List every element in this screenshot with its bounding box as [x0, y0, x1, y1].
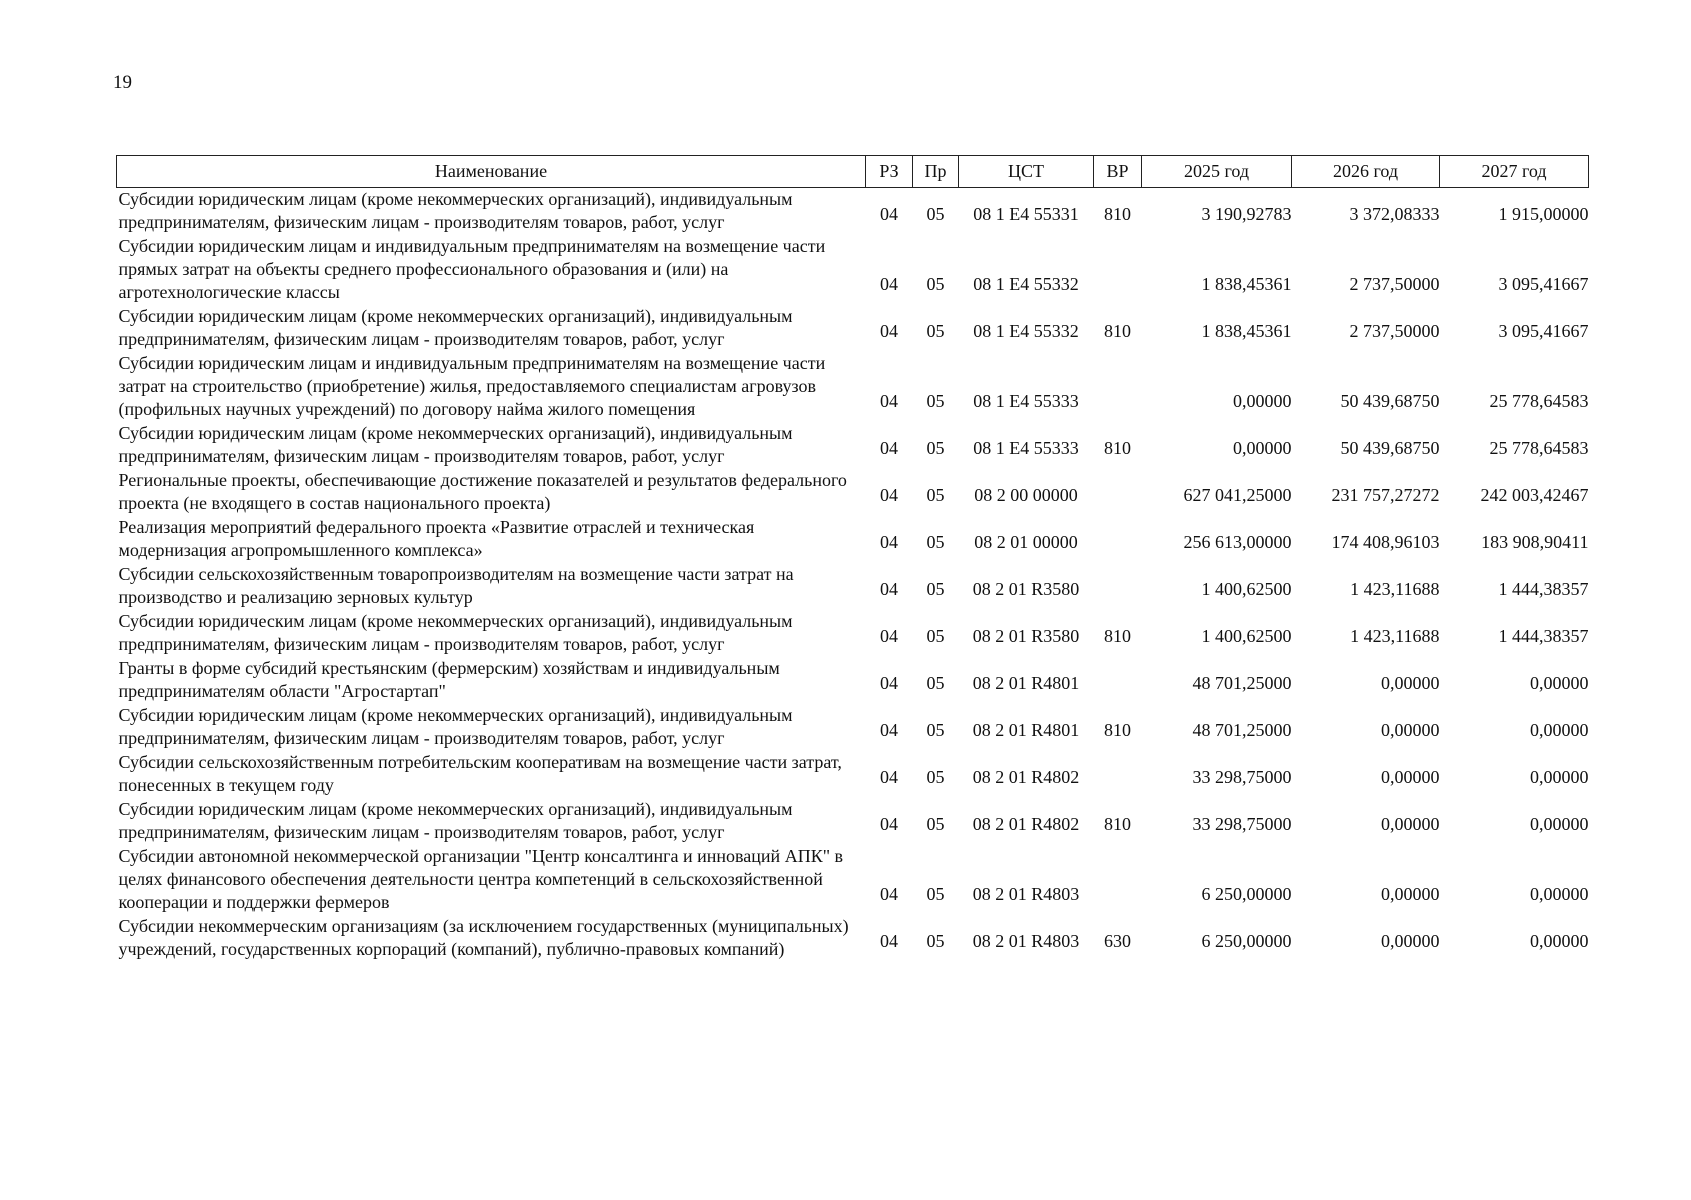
- row-2027-value: 0,00000: [1530, 814, 1589, 834]
- row-cst: 08 2 01 R3580: [972, 579, 1080, 599]
- row-2027-value: 0,00000: [1530, 931, 1589, 951]
- row-2026-value: 0,00000: [1381, 720, 1440, 740]
- row-2026-value: 0,00000: [1381, 673, 1440, 693]
- row-cst: 08 2 00 00000: [974, 485, 1078, 505]
- row-vr: [1094, 845, 1142, 915]
- header-2026: 2026 год: [1292, 156, 1440, 188]
- row-rz: 04: [880, 720, 898, 740]
- row-2027-value: 242 003,42467: [1480, 485, 1589, 505]
- row-name: Региональные проекты, обеспечивающие достижение показателей и результатов федерального проекта (не входящего в состав национального проекта): [118, 470, 847, 513]
- table-row: [117, 469, 1589, 516]
- row-pr: 05: [926, 931, 945, 951]
- row-pr: 05: [926, 673, 945, 693]
- row-vr: 810: [1104, 204, 1131, 224]
- row-name: Субсидии юридическим лицам (кроме некоммерческих организаций), индивидуальным предпринимателям, физическим лицам - производителям товаров, работ, услуг: [118, 611, 793, 654]
- row-cst: 08 2 01 R3580: [972, 626, 1080, 646]
- table-row: [117, 704, 1589, 751]
- table-row: [117, 845, 1589, 915]
- row-name: Субсидии юридическим лицам (кроме некоммерческих организаций), индивидуальным предпринимателям, физическим лицам - производителям товаров, работ, услуг: [118, 189, 793, 232]
- row-cst: 08 1 Е4 55332: [973, 321, 1079, 341]
- table-row: [117, 657, 1589, 704]
- row-2026-value: 0,00000: [1381, 931, 1440, 951]
- row-pr: 05: [926, 626, 945, 646]
- row-name: Субсидии юридическим лицам и индивидуальным предпринимателям на возмещение части затрат на строительство (приобретение) жилья, предоставляемого специалистам агровузов (профильных научных учреждений) по договору найма жилого помещения: [118, 353, 826, 419]
- row-cst: 08 1 Е4 55332: [973, 274, 1079, 294]
- row-2027-value: 0,00000: [1530, 673, 1589, 693]
- row-2027-value: 3 095,41667: [1498, 274, 1589, 294]
- row-rz: 04: [880, 321, 898, 341]
- row-name: Субсидии сельскохозяйственным потребительским кооперативам на возмещение части затрат, понесенных в текущем году: [118, 752, 842, 795]
- row-pr: 05: [926, 720, 945, 740]
- row-name: Субсидии юридическим лицам (кроме некоммерческих организаций), индивидуальным предпринимателям, физическим лицам - производителям товаров, работ, услуг: [118, 423, 793, 466]
- row-rz: 04: [880, 485, 898, 505]
- row-cst: 08 2 01 R4803: [972, 931, 1080, 951]
- row-2025-value: 6 250,00000: [1201, 884, 1292, 904]
- row-rz: 04: [880, 931, 898, 951]
- row-pr: 05: [926, 485, 945, 505]
- row-vr: 810: [1104, 438, 1131, 458]
- row-cst: 08 2 01 R4801: [972, 720, 1080, 740]
- row-2025-value: 1 400,62500: [1201, 579, 1292, 599]
- table-body: [117, 188, 1589, 963]
- row-2027-value: 1 444,38357: [1498, 626, 1589, 646]
- row-2027-value: 1 915,00000: [1498, 204, 1589, 224]
- row-rz: 04: [880, 579, 898, 599]
- table-row: [117, 516, 1589, 563]
- header-vr: ВР: [1094, 156, 1142, 188]
- row-2025-value: 33 298,75000: [1192, 814, 1292, 834]
- row-pr: 05: [926, 274, 945, 294]
- row-2025-value: 256 613,00000: [1183, 532, 1292, 552]
- row-pr: 05: [926, 884, 945, 904]
- row-name: Субсидии юридическим лицам (кроме некоммерческих организаций), индивидуальным предпринимателям, физическим лицам - производителям товаров, работ, услуг: [118, 306, 793, 349]
- row-2026-value: 1 423,11688: [1350, 579, 1440, 599]
- row-vr: 810: [1104, 626, 1131, 646]
- header-2025: 2025 год: [1142, 156, 1292, 188]
- row-2027-value: 25 778,64583: [1489, 391, 1589, 411]
- row-cst: 08 2 01 R4801: [972, 673, 1080, 693]
- row-vr: [1094, 235, 1142, 305]
- row-rz: 04: [880, 767, 898, 787]
- row-vr: 630: [1104, 931, 1131, 951]
- table-row: [117, 235, 1589, 305]
- row-name: Субсидии сельскохозяйственным товаропроизводителям на возмещение части затрат на производство и реализацию зерновых культур: [118, 564, 794, 607]
- row-2027-value: 0,00000: [1530, 720, 1589, 740]
- row-cst: 08 2 01 R4802: [972, 767, 1080, 787]
- row-2026-value: 50 439,68750: [1340, 438, 1440, 458]
- row-2027-value: 25 778,64583: [1489, 438, 1589, 458]
- row-rz: 04: [880, 673, 898, 693]
- table-row: [117, 751, 1589, 798]
- row-rz: 04: [880, 626, 898, 646]
- row-vr: [1094, 657, 1142, 704]
- row-pr: 05: [926, 814, 945, 834]
- row-vr: [1094, 352, 1142, 422]
- row-vr: 810: [1104, 814, 1131, 834]
- row-name: Гранты в форме субсидий крестьянским (фермерским) хозяйствам и индивидуальным предпринимателям области "Агростартап": [118, 658, 780, 701]
- header-cst: ЦСТ: [959, 156, 1094, 188]
- row-name: Субсидии автономной некоммерческой организации "Центр консалтинга и инноваций АПК" в целях финансового обеспечения деятельности центра компетенций в сельскохозяйственной кооперации и поддержки фермеров: [118, 846, 844, 912]
- row-2026-value: 231 757,27272: [1331, 485, 1440, 505]
- row-pr: 05: [926, 532, 945, 552]
- row-vr: [1094, 516, 1142, 563]
- row-2026-value: 50 439,68750: [1340, 391, 1440, 411]
- row-2025-value: 6 250,00000: [1201, 931, 1292, 951]
- row-2026-value: 0,00000: [1381, 767, 1440, 787]
- row-cst: 08 1 Е4 55333: [973, 438, 1079, 458]
- row-rz: 04: [880, 814, 898, 834]
- header-name: Наименование: [117, 156, 866, 188]
- row-2026-value: 174 408,96103: [1331, 532, 1440, 552]
- row-2025-value: 1 838,45361: [1201, 321, 1292, 341]
- row-2025-value: 48 701,25000: [1192, 720, 1292, 740]
- table-row: [117, 798, 1589, 845]
- row-2027-value: 1 444,38357: [1498, 579, 1589, 599]
- row-rz: 04: [880, 391, 898, 411]
- row-2026-value: 2 737,50000: [1349, 274, 1440, 294]
- row-2025-value: 3 190,92783: [1201, 204, 1292, 224]
- row-vr: 810: [1104, 720, 1131, 740]
- row-2026-value: 3 372,08333: [1349, 204, 1440, 224]
- row-cst: 08 1 Е4 55333: [973, 391, 1079, 411]
- row-rz: 04: [880, 438, 898, 458]
- row-2026-value: 1 423,11688: [1350, 626, 1440, 646]
- budget-table: [116, 155, 1589, 962]
- header-pr: Пр: [913, 156, 959, 188]
- row-2026-value: 2 737,50000: [1349, 321, 1440, 341]
- row-pr: 05: [926, 438, 945, 458]
- row-vr: [1094, 563, 1142, 610]
- row-cst: 08 2 01 00000: [974, 532, 1078, 552]
- row-2027-value: 0,00000: [1530, 884, 1589, 904]
- table-header-row: [117, 156, 1589, 188]
- table-row: [117, 915, 1589, 962]
- row-2025-value: 1 400,62500: [1201, 626, 1292, 646]
- row-pr: 05: [926, 321, 945, 341]
- table-row: [117, 352, 1589, 422]
- row-vr: [1094, 751, 1142, 798]
- row-2025-value: 1 838,45361: [1201, 274, 1292, 294]
- row-name: Реализация мероприятий федерального проекта «Развитие отраслей и техническая модернизация агропромышленного комплекса»: [118, 517, 755, 560]
- row-2025-value: 627 041,25000: [1183, 485, 1292, 505]
- row-rz: 04: [880, 884, 898, 904]
- row-2026-value: 0,00000: [1381, 884, 1440, 904]
- row-2025-value: 0,00000: [1233, 438, 1292, 458]
- row-2025-value: 48 701,25000: [1192, 673, 1292, 693]
- row-pr: 05: [926, 579, 945, 599]
- row-cst: 08 2 01 R4802: [972, 814, 1080, 834]
- row-name: Субсидии юридическим лицам (кроме некоммерческих организаций), индивидуальным предпринимателям, физическим лицам - производителям товаров, работ, услуг: [118, 799, 793, 842]
- row-2027-value: 0,00000: [1530, 767, 1589, 787]
- row-name: Субсидии юридическим лицам (кроме некоммерческих организаций), индивидуальным предпринимателям, физическим лицам - производителям товаров, работ, услуг: [118, 705, 793, 748]
- page-number: 19: [113, 72, 132, 93]
- row-rz: 04: [880, 274, 898, 294]
- table-row: [117, 563, 1589, 610]
- row-2025-value: 0,00000: [1233, 391, 1292, 411]
- row-pr: 05: [926, 391, 945, 411]
- row-cst: 08 2 01 R4803: [972, 884, 1080, 904]
- row-pr: 05: [926, 204, 945, 224]
- header-rz: РЗ: [866, 156, 913, 188]
- row-vr: [1094, 469, 1142, 516]
- row-cst: 08 1 Е4 55331: [973, 204, 1079, 224]
- table-row: [117, 422, 1589, 469]
- row-2025-value: 33 298,75000: [1192, 767, 1292, 787]
- row-vr: 810: [1104, 321, 1131, 341]
- table-row: [117, 610, 1589, 657]
- row-name: Субсидии юридическим лицам и индивидуальным предпринимателям на возмещение части прямых затрат на объекты среднего профессионального образования и (или) на агротехнологические классы: [118, 236, 826, 302]
- header-2027: 2027 год: [1440, 156, 1589, 188]
- row-2027-value: 183 908,90411: [1481, 532, 1589, 552]
- row-2027-value: 3 095,41667: [1498, 321, 1589, 341]
- row-rz: 04: [880, 532, 898, 552]
- table-row: [117, 188, 1589, 236]
- row-pr: 05: [926, 767, 945, 787]
- row-name: Субсидии некоммерческим организациям (за исключением государственных (муниципальных) учреждений, государственных корпораций (компаний), публично-правовых компаний): [118, 916, 849, 959]
- row-2026-value: 0,00000: [1381, 814, 1440, 834]
- row-rz: 04: [880, 204, 898, 224]
- table-row: [117, 305, 1589, 352]
